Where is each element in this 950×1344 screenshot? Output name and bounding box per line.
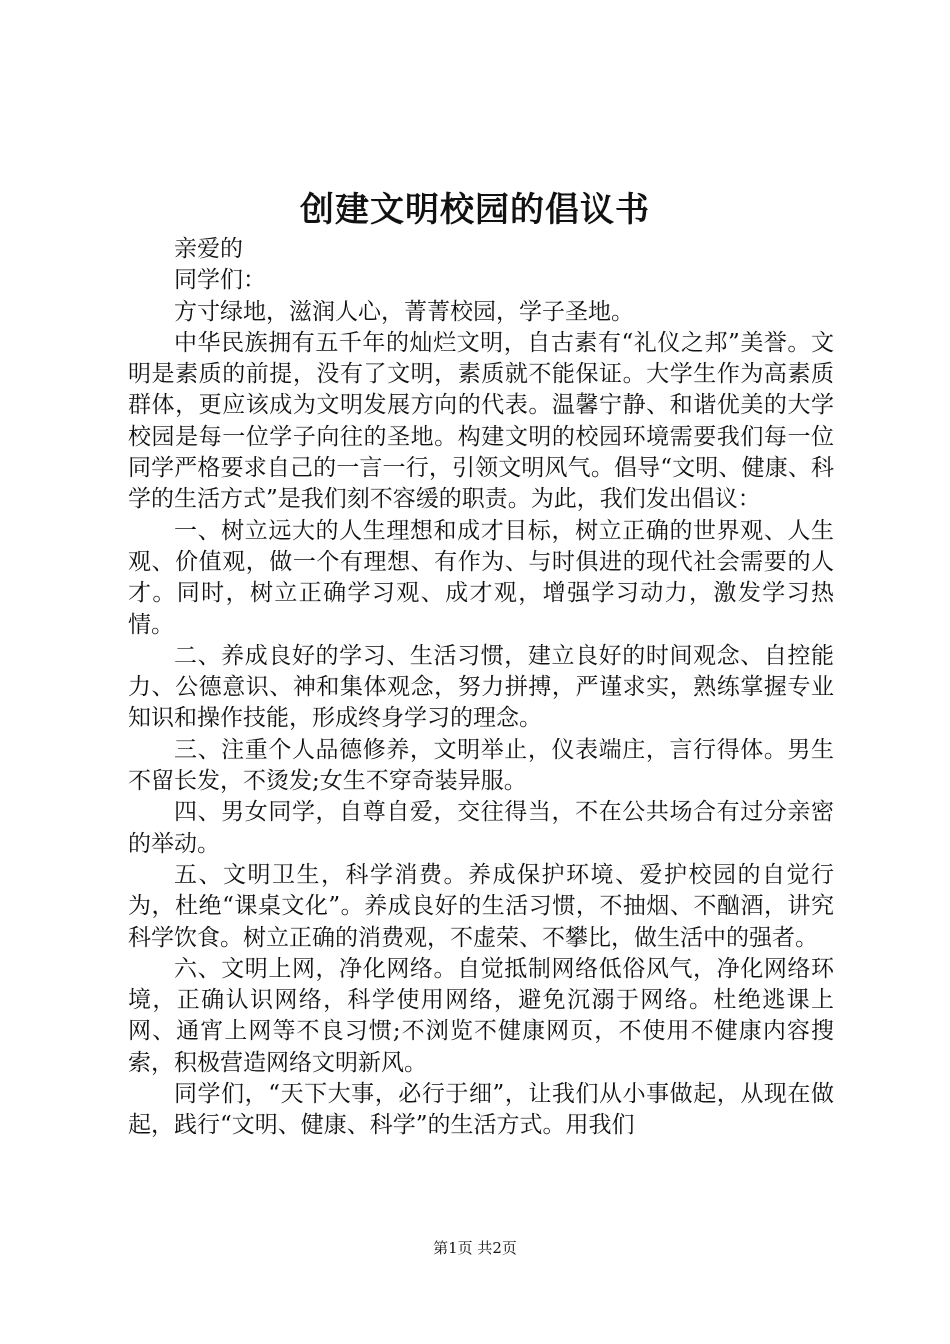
paragraph-item-4: 四、男女同学，自尊自爱，交往得当，不在公共场合有过分亲密的举动。	[128, 799, 834, 857]
paragraph-closing: 同学们，“天下大事，必行于细”，让我们从小事做起，从现在做起，践行“文明、健康、科学”的生活方式。用我们	[128, 1081, 834, 1139]
paragraph-item-5: 五、文明卫生，科学消费。养成保护环境、爱护校园的自觉行为，杜绝“课桌文化”。养成良好的生活习惯，不抽烟、不酗酒，讲究科学饮食。树立正确的消费观，不虚荣、不攀比，做生活中的强者。	[128, 861, 834, 951]
salutation-line-1: 亲爱的	[174, 236, 243, 262]
salutation-line-2: 同学们：	[174, 267, 266, 294]
paragraph-intro: 方寸绿地，滋润人心，菁菁校园，学子圣地。	[174, 298, 634, 325]
page-number-footer: 第1页 共2页	[433, 1239, 517, 1257]
document-title: 创建文明校园的倡议书	[300, 190, 650, 230]
paragraph-background: 中华民族拥有五千年的灿烂文明，自古素有“礼仪之邦”美誉。文明是素质的前提，没有了文明，素质就不能保证。大学生作为高素质群体，更应该成为文明发展方向的代表。温馨宁静、和谐优美的大学校园是每一位学子向往的圣地。构建文明的校园环境需要我们每一位同学严格要求自己的一言一行，引领文明风气。倡导“文明、健康、科学的生活方式”是我们刻不容缓的职责。为此，我们发出倡议：	[128, 329, 834, 513]
paragraph-item-6: 六、文明上网，净化网络。自觉抵制网络低俗风气，净化网络环境，正确认识网络，科学使用网络，避免沉溺于网络。杜绝逃课上网、通宵上网等不良习惯;不浏览不健康网页，不使用不健康内容搜索，积极营造网络文明新风。	[128, 955, 834, 1076]
document-body	[128, 234, 834, 1142]
paragraph-item-3: 三、注重个人品德修养，文明举止，仪表端庄，言行得体。男生不留长发，不烫发;女生不穿奇装异服。	[128, 736, 834, 795]
paragraph-item-2: 二、养成良好的学习、生活习惯，建立良好的时间观念、自控能力、公德意识、神和集体观念，努力拼搏，严谨求实，熟练掌握专业知识和操作技能，形成终身学习的理念。	[128, 642, 834, 732]
paragraph-item-1: 一、树立远大的人生理想和成才目标，树立正确的世界观、人生观、价值观，做一个有理想、有作为、与时俱进的现代社会需要的人才。同时，树立正确学习观、成才观，增强学习动力，激发学习热情。	[128, 517, 834, 638]
